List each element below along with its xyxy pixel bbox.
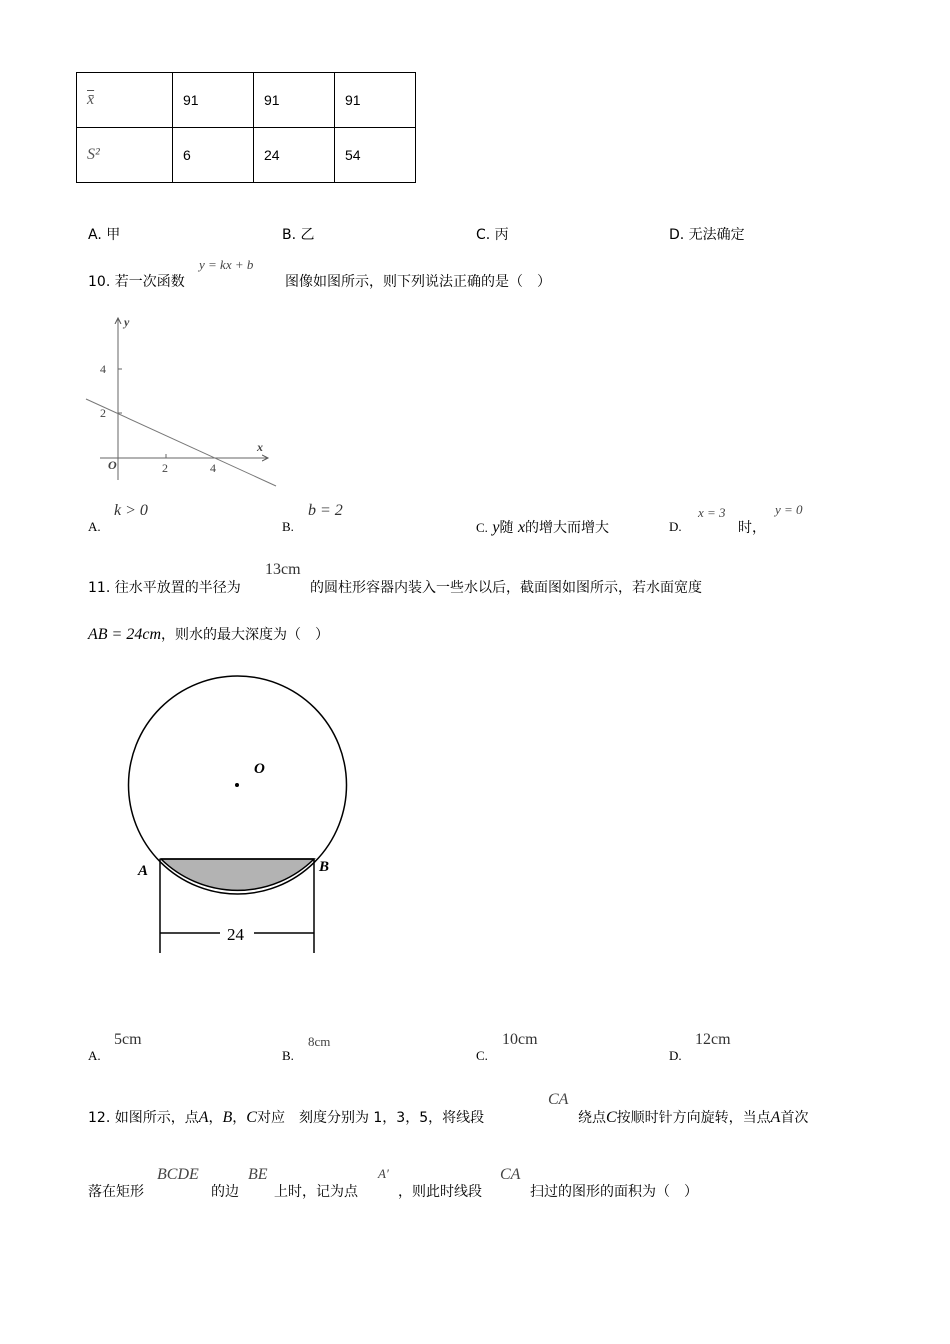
q12-ca-1: CA [548,1091,569,1108]
x-axis-label: x [257,440,263,454]
q10-suffix: 图像如图所示，则下列说法正确的是（ ） [285,274,551,290]
q11-option-b[interactable]: 8cm [308,1034,331,1049]
q11-line2: AB = 24cm，则水的最大深度为（ ） [88,626,329,643]
table-row [77,128,416,183]
q12-line2-c: 上时，记为点 [274,1184,358,1200]
row-label-mean: x̄ [77,73,173,128]
q11-option-b-label[interactable]: B. [282,1048,294,1063]
function-line [86,399,276,486]
q10-option-a[interactable]: k > 0 [114,502,148,519]
q11-option-a-label[interactable]: A. [88,1048,101,1063]
table-row [77,73,416,128]
q12-line2-b: 的边 [211,1184,239,1200]
q10-prefix: 10. 若一次函数 [88,274,185,290]
q12-line2-a: 落在矩形 [88,1184,144,1200]
tick-label: 4 [210,461,216,475]
q11-option-a[interactable]: 5cm [114,1031,142,1048]
q10-option-d-label[interactable]: D. [669,519,682,534]
table-cell: 91 [254,73,335,128]
q11-radius: 13cm [265,561,301,578]
center-point [235,783,239,787]
q12-line1-end: 绕点C按顺时针方向旋转，当点A首次 [578,1109,809,1126]
q10-option-d-math2[interactable]: y = 0 [775,502,803,517]
q10-graph [80,310,290,495]
q11-option-c-label[interactable]: C. [476,1048,488,1063]
q11-prefix: 11. 往水平放置的半径为 [88,580,241,596]
q12-ca-2: CA [500,1166,521,1183]
q11-circle-figure [120,665,360,965]
table-cell: 6 [173,128,254,183]
q12-line1: 12. 如图所示，点A，B，C对应 刻度分别为 1，3，5，将线段 [88,1109,485,1126]
q9-option-d[interactable]: D. 无法确定 [669,227,745,243]
q10-formula: y = kx + b [199,257,254,272]
q12-line2-e: 扫过的图形的面积为（ ） [530,1184,698,1200]
table-cell: 54 [335,128,416,183]
label-o: O [254,761,265,777]
row-label-variance: S² [77,128,173,183]
tick-label: 4 [100,362,106,376]
width-label: 24 [227,925,244,944]
q10-option-b[interactable]: b = 2 [308,502,343,519]
table-cell: 91 [173,73,254,128]
q10-option-d-mid: 时， [738,520,766,536]
q11-suffix: 的圆柱形容器内装入一些水以后，截面图如图所示，若水面宽度 [310,580,702,596]
q12-be: BE [248,1166,268,1183]
water-segment [161,859,314,890]
tick-label: 2 [162,461,168,475]
q11-option-d[interactable]: 12cm [695,1031,731,1048]
q10-option-c[interactable]: C. y随 x的增大而增大 [476,519,610,536]
q11-option-d-label[interactable]: D. [669,1048,682,1063]
q9-option-b[interactable]: B. 乙 [282,227,315,243]
origin-label: O [108,458,117,472]
q11-option-c[interactable]: 10cm [502,1031,538,1048]
table-cell: 24 [254,128,335,183]
q9-option-c[interactable]: C. 丙 [476,227,509,243]
q12-a-prime: A′ [378,1166,389,1181]
q10-option-d-math1[interactable]: x = 3 [698,505,726,520]
tick-label: 2 [100,406,106,420]
q10-option-b-label[interactable]: B. [282,519,294,534]
table-cell: 91 [335,73,416,128]
label-b: B [319,859,330,875]
y-axis-label: y [124,315,130,329]
q12-bcde: BCDE [157,1166,199,1183]
q9-option-a[interactable]: A. 甲 [88,227,121,243]
q10-option-a-label[interactable]: A. [88,519,101,534]
q12-line2-d: ，则此时线段 [398,1184,482,1200]
label-a: A [138,863,149,879]
stats-table [76,72,416,183]
